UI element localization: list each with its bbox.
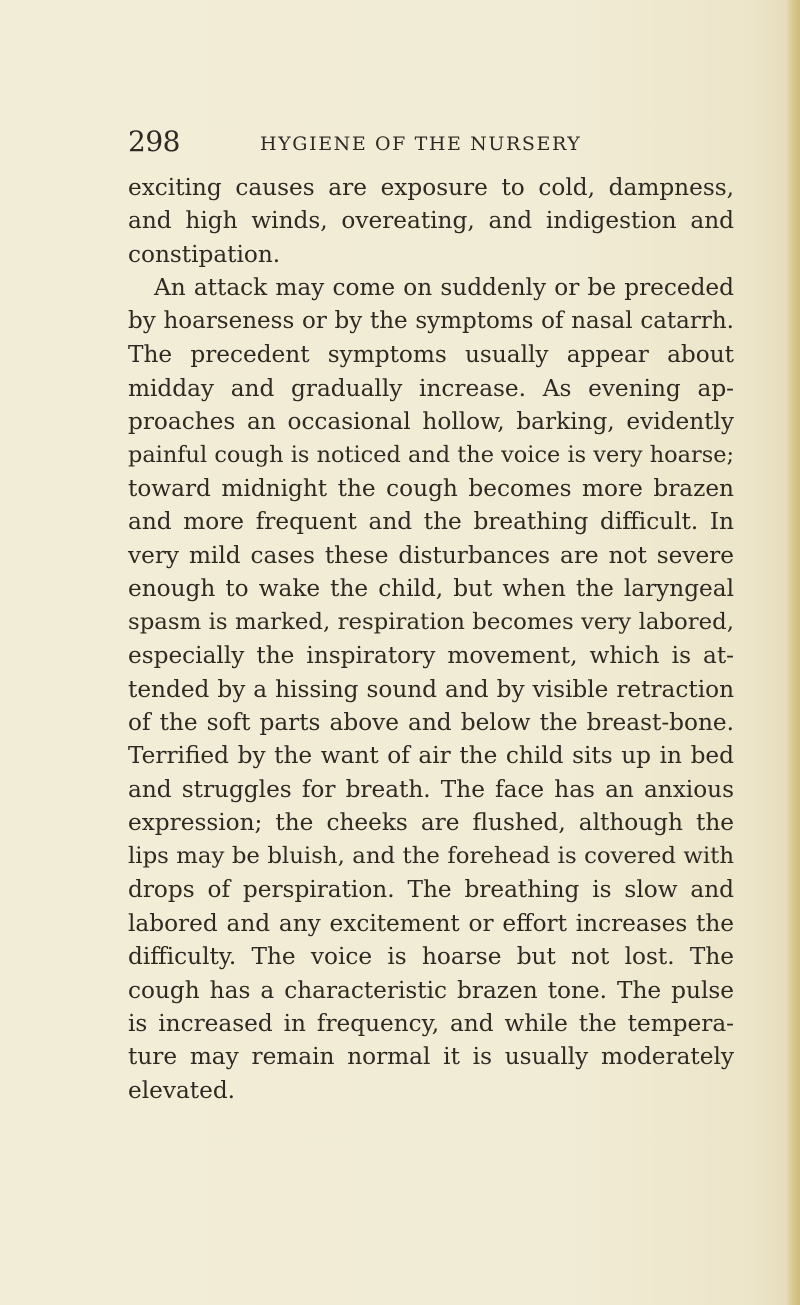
body-text bbox=[128, 171, 734, 1107]
text-line: enough to wake the child, but when the laryngeal bbox=[128, 575, 734, 603]
text-line: labored and any excitement or effort increases the bbox=[128, 909, 734, 937]
text-line: expression; the cheeks are flushed, although the bbox=[128, 809, 734, 837]
page-header bbox=[128, 126, 598, 166]
text-line: painful cough is noticed and the voice is very hoarse; bbox=[128, 441, 734, 468]
text-line: is increased in frequency, and while the tempera- bbox=[128, 1009, 734, 1037]
text-line: exciting causes are exposure to cold, dampness, bbox=[128, 174, 734, 201]
text-line: elevated. bbox=[128, 1076, 236, 1104]
text-line: toward midnight the cough becomes more brazen bbox=[128, 474, 734, 502]
text-line: ture may remain normal it is usually moderately bbox=[128, 1043, 734, 1071]
text-line: proaches an occasional hollow, barking, evidently bbox=[128, 408, 734, 436]
page-number: 298 bbox=[128, 125, 180, 158]
text-line: midday and gradually increase. As evening ap- bbox=[128, 374, 734, 402]
text-line: of the soft parts above and below the breast-bone. bbox=[128, 709, 734, 736]
page-edge bbox=[786, 0, 800, 1305]
text-line: lips may be bluish, and the forehead is covered with bbox=[128, 842, 734, 869]
text-line: especially the inspiratory movement, which is at- bbox=[128, 642, 734, 670]
text-line: difficulty. The voice is hoarse but not lost. The bbox=[128, 943, 734, 971]
text-line: drops of perspiration. The breathing is slow and bbox=[128, 876, 734, 904]
text-line: by hoarseness or by the symptoms of nasal catarrh. bbox=[128, 307, 734, 334]
text-line: very mild cases these disturbances are not severe bbox=[128, 541, 734, 569]
text-line: and struggles for breath. The face has an anxious bbox=[128, 775, 734, 803]
text-line: and high winds, overeating, and indigestion and bbox=[128, 207, 734, 235]
text-line: constipation. bbox=[128, 240, 281, 268]
running-head: HYGIENE OF THE NURSERY bbox=[260, 133, 582, 155]
text-line: An attack may come on suddenly or be preceded bbox=[154, 274, 734, 302]
text-line: and more frequent and the breathing difficult. In bbox=[128, 508, 734, 536]
text-line: The precedent symptoms usually appear about bbox=[128, 341, 734, 369]
text-line: tended by a hissing sound and by visible retraction bbox=[128, 675, 734, 703]
text-line: Terrified by the want of air the child sits up in bed bbox=[128, 742, 734, 770]
text-line: spasm is marked, respiration becomes very labored, bbox=[128, 608, 734, 635]
text-line: cough has a characteristic brazen tone. The pulse bbox=[128, 976, 734, 1004]
